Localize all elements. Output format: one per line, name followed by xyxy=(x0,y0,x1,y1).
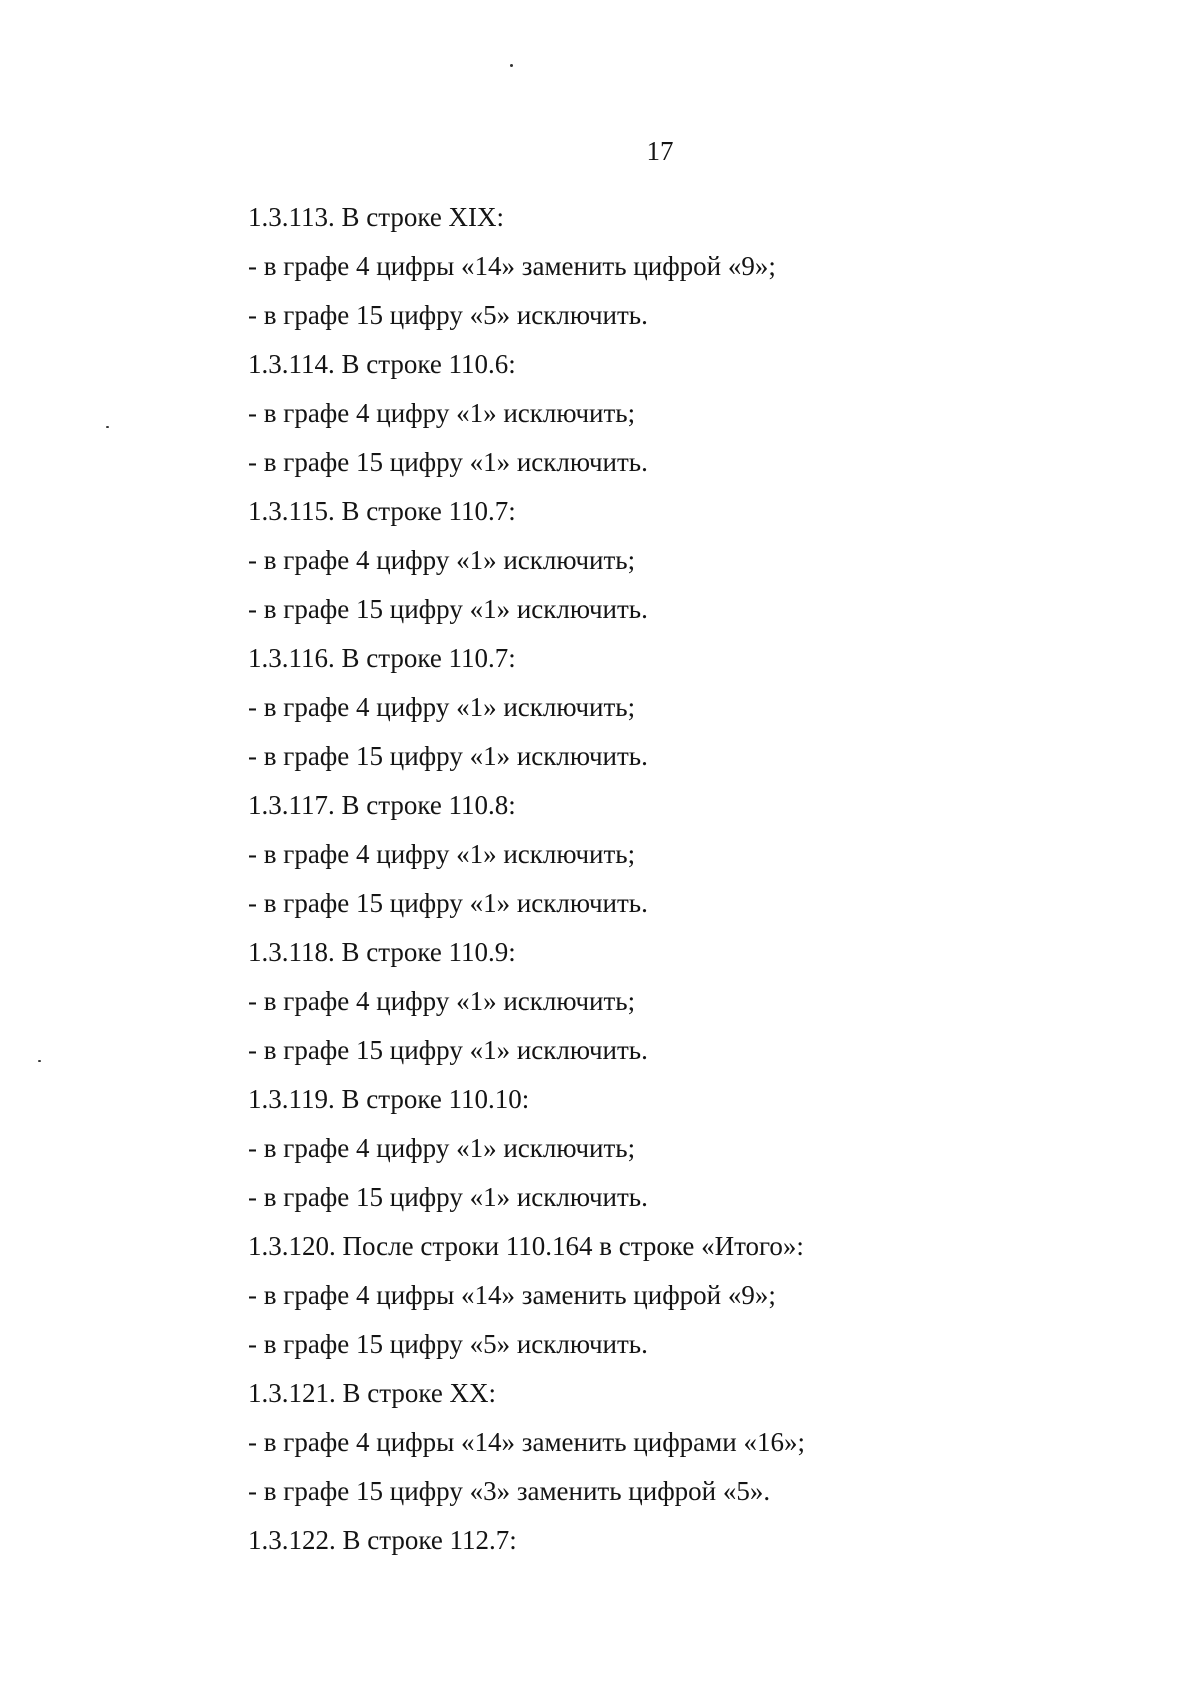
section-heading: 1.3.121. В строке XX: xyxy=(248,1378,497,1408)
section-heading: 1.3.117. В строке 110.8: xyxy=(248,790,516,820)
document-body xyxy=(248,193,1148,1565)
section-heading: 1.3.113. В строке XIX: xyxy=(248,202,505,232)
scan-speck xyxy=(510,64,513,67)
section-heading: 1.3.116. В строке 110.7: xyxy=(248,643,516,673)
section-heading: 1.3.122. В строке 112.7: xyxy=(248,1525,517,1555)
list-item: - в графе 4 цифру «1» исключить; xyxy=(248,1133,636,1163)
list-item: - в графе 4 цифры «14» заменить цифрой «9»; xyxy=(248,251,776,281)
list-item: - в графе 15 цифру «1» исключить. xyxy=(248,888,648,918)
list-item: - в графе 4 цифры «14» заменить цифрами «16»; xyxy=(248,1427,805,1457)
list-item: - в графе 15 цифру «1» исключить. xyxy=(248,447,648,477)
list-item: - в графе 4 цифры «14» заменить цифрой «9»; xyxy=(248,1280,776,1310)
section-heading: 1.3.120. После строки 110.164 в строке «Итого»: xyxy=(248,1231,804,1261)
list-item: - в графе 4 цифру «1» исключить; xyxy=(248,692,636,722)
list-item: - в графе 15 цифру «1» исключить. xyxy=(248,1035,648,1065)
list-item: - в графе 4 цифру «1» исключить; xyxy=(248,986,636,1016)
list-item: - в графе 15 цифру «1» исключить. xyxy=(248,594,648,624)
section-heading: 1.3.115. В строке 110.7: xyxy=(248,496,516,526)
section-heading: 1.3.114. В строке 110.6: xyxy=(248,349,516,379)
section-heading: 1.3.119. В строке 110.10: xyxy=(248,1084,530,1114)
list-item: - в графе 15 цифру «5» исключить. xyxy=(248,300,648,330)
scan-speck xyxy=(106,426,109,428)
page-number: 17 xyxy=(646,136,674,166)
list-item: - в графе 15 цифру «1» исключить. xyxy=(248,1182,648,1212)
list-item: - в графе 4 цифру «1» исключить; xyxy=(248,839,636,869)
scan-speck xyxy=(38,1060,41,1062)
list-item: - в графе 15 цифру «5» исключить. xyxy=(248,1329,648,1359)
list-item: - в графе 15 цифру «3» заменить цифрой «5». xyxy=(248,1476,771,1506)
list-item: - в графе 4 цифру «1» исключить; xyxy=(248,545,636,575)
list-item: - в графе 15 цифру «1» исключить. xyxy=(248,741,648,771)
list-item: - в графе 4 цифру «1» исключить; xyxy=(248,398,636,428)
section-heading: 1.3.118. В строке 110.9: xyxy=(248,937,516,967)
